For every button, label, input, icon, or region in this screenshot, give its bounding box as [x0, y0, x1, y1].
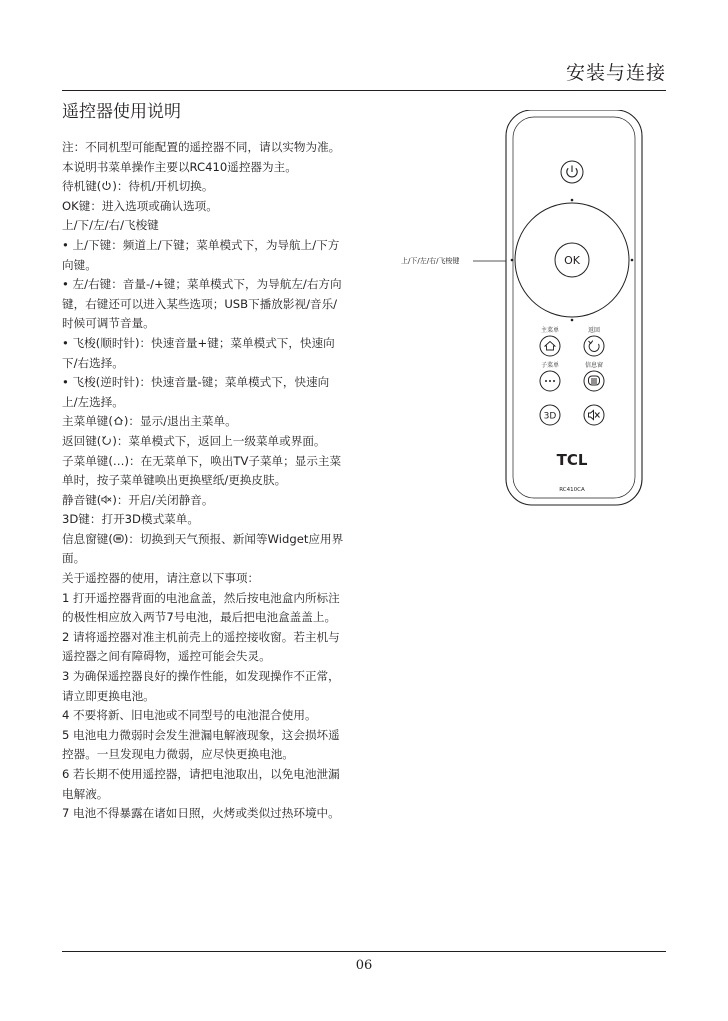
page-number: 06 [355, 958, 373, 973]
dpad-dot-left [511, 259, 514, 262]
body-line: • 左/右键：音量-/+键；菜单模式下，为导航左/右方向 [62, 277, 342, 292]
body-line: • 飞梭(顺时针)：快速音量+键；菜单模式下，快速向 [62, 335, 335, 350]
model-label: RC410CA [559, 487, 585, 493]
body-line-text: 返回键( [62, 433, 102, 448]
body-line: 请立即更换电池。 [62, 688, 155, 703]
standby-key-icon [101, 179, 112, 193]
footer-rule [62, 951, 666, 952]
dpad-dot-right [631, 259, 634, 262]
body-line: 时候可调节音量。 [62, 316, 155, 331]
standby-inline-icon [101, 180, 112, 191]
body-line [62, 412, 384, 432]
header-rule [62, 90, 666, 91]
dpad-dot-up [571, 199, 574, 202]
ellipsis-icon [545, 380, 555, 382]
body-line: 本说明书菜单操作主要以RC410遥控器为主。 [62, 159, 297, 174]
body-line: 下/右选择。 [62, 355, 124, 370]
callout-label: 上/下/左/右/飞梭键 [401, 257, 460, 265]
body-line: 注：不同机型可能配置的遥控器不同，请以实物为准。 [62, 140, 341, 154]
back-button [584, 336, 604, 356]
body-line: 控器。一旦发现电力微弱，应尽快更换电池。 [62, 747, 294, 762]
body-line: 的极性相应放入两节7号电池，最后把电池盒盖盖上。 [62, 610, 337, 625]
body-line: 电解液。 [62, 786, 109, 801]
body-line: 子菜单键(…)：在无菜单下，唤出TV子菜单；显示主菜 [62, 453, 342, 468]
body-line [62, 491, 384, 511]
body-line: • 上/下键：频道上/下键；菜单模式下，为导航上/下方 [62, 237, 340, 252]
body-line: 面。 [62, 551, 86, 566]
section-title: 遥控器使用说明 [62, 102, 181, 122]
home-label: 主菜单 [540, 327, 560, 334]
back-inline-icon [101, 435, 112, 446]
back-key-icon [101, 434, 112, 448]
info-key-icon [113, 532, 124, 546]
body-line: 向键。 [62, 257, 97, 272]
body-line: 键，右键还可以进入某些选项；USB下播放影视/音乐/ [62, 296, 338, 311]
body-line: 1 打开遥控器背面的电池盒盖，然后按电池盒内所标注 [62, 590, 340, 605]
body-line: OK键：进入选项或确认选项。 [62, 198, 218, 213]
body-line: 4 不要将新、旧电池或不同型号的电池混合使用。 [62, 708, 317, 723]
body-line-text: 主菜单键( [62, 414, 113, 429]
body-line: 3D键：打开3D模式菜单。 [62, 512, 199, 527]
home-key-icon [113, 414, 124, 428]
body-line: 7 电池不得暴露在诸如日照，火烤或类似过热环境中。 [62, 806, 340, 821]
info-label: 信息窗 [584, 362, 604, 369]
page-header-title: 安装与连接 [565, 62, 666, 84]
body-line: 3 为确保遥控器良好的操作性能，如发现操作不正常， [62, 669, 340, 684]
body-line-text: 静音键( [62, 492, 102, 507]
info-inline-icon [113, 533, 124, 544]
home-button [540, 336, 560, 356]
body-line-text: )：显示/退出主菜单。 [123, 414, 237, 429]
body-line [62, 177, 384, 197]
body-line-text: )：开启/关闭静音。 [112, 492, 214, 507]
body-line: • 飞梭(逆时针)：快速音量-键；菜单模式下，快速向 [62, 375, 330, 390]
body-line-text: )：菜单模式下，返回上一级菜单或界面。 [112, 433, 326, 448]
body-line: 单时，按子菜单键唤出更换壁纸/更换皮肤。 [62, 473, 287, 488]
body-line: 上/左选择。 [62, 394, 124, 409]
sub-label: 子菜单 [540, 362, 560, 369]
dpad-dot-down [571, 319, 574, 322]
remote-control-figure [395, 110, 655, 510]
body-line: 5 电池电力微弱时会发生泄漏电解液现象，这会损坏遥 [62, 727, 340, 742]
body-line-text: )：切换到天气预报、新闻等Widget应用界 [123, 531, 344, 546]
body-line-text: )：待机/开机切换。 [112, 179, 214, 194]
brand-logo: TCL [556, 451, 588, 469]
body-line [62, 432, 384, 452]
body-line: 遥控器之间有障碍物，遥控可能会失灵。 [62, 649, 271, 664]
ok-label: OK [564, 254, 580, 267]
back-label: 返回 [587, 327, 601, 334]
body-line-text: 信息窗键( [62, 531, 113, 546]
body-line: 关于遥控器的使用，请注意以下事项： [62, 571, 260, 586]
body-line-text: 待机键( [62, 179, 102, 194]
mute-inline-icon [101, 494, 112, 505]
threed-label: 3D [543, 411, 557, 422]
body-line: 上/下/左/右/飞梭键 [62, 218, 159, 233]
body-text [62, 138, 384, 824]
body-line [62, 530, 384, 550]
home-inline-icon [113, 415, 124, 426]
body-line: 6 若长期不使用遥控器，请把电池取出，以免电池泄漏 [62, 767, 340, 781]
body-line: 2 请将遥控器对准主机前壳上的遥控接收窗。若主机与 [62, 629, 340, 644]
mute-key-icon [101, 493, 112, 507]
